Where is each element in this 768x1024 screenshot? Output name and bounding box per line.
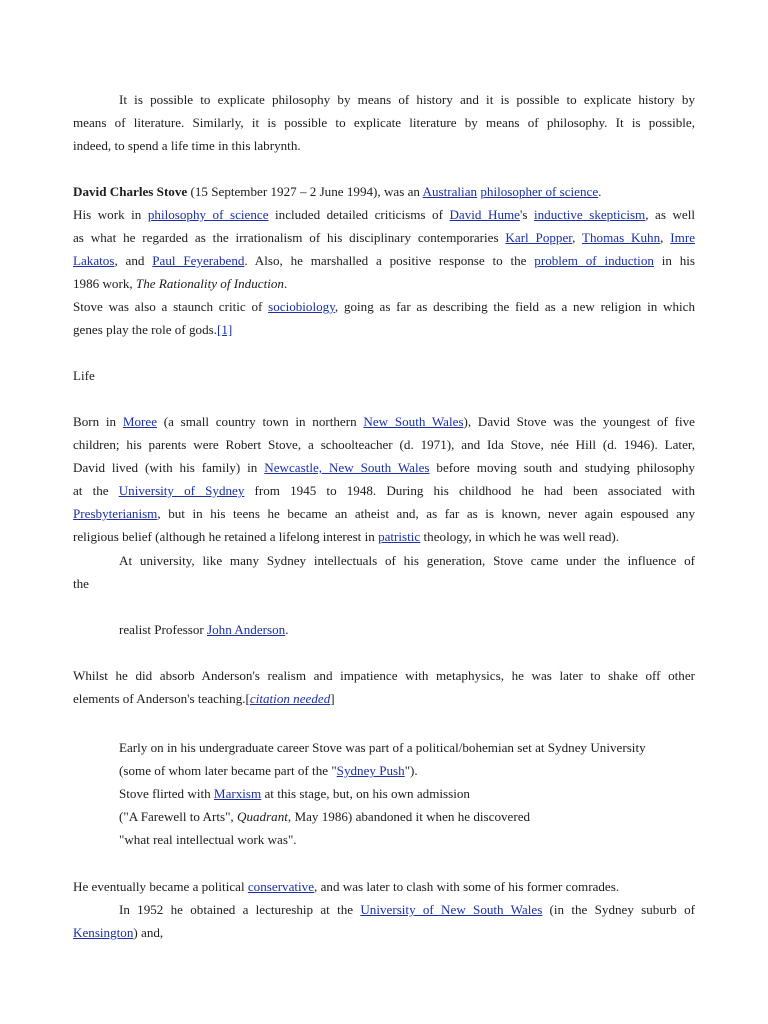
quote-line-3: Stove flirted with Marxism at this stage, but, on his own admission [119,786,470,801]
link-karl-popper[interactable]: Karl Popper [505,230,573,245]
link-conservative[interactable]: conservative [247,879,315,894]
life-p3-line-1: realist Professor John Anderson. [119,622,289,637]
bio-line-3: as what he regarded as the irrationalism of his disciplinary contemporaries Karl Popper, Thomas Kuhn, Imre [73,230,695,245]
life-p1-line-3: David lived (with his family) in Newcastle, New South Wales before moving south and studying philosophy [73,460,695,475]
life-p2-line-1: At university, like many Sydney intellectuals of his generation, Stove came under the influence of [119,553,695,568]
life-p1-line-6: religious belief (although he retained a lifelong interest in patristic theology, in which he was well read). [73,529,620,544]
bio-line-7: genes play the role of gods.[1] [73,322,233,337]
life-p2-line-2: the [73,576,89,591]
intro-line-3: indeed, to spend a life time in this labrynth. [73,138,301,153]
life-p4-line-2: elements of Anderson's teaching.[citation needed] [73,691,335,706]
link-lakatos[interactable]: Lakatos [73,253,115,268]
life-p1-line-5: Presbyterianism, but in his teens he became an atheist and, as far as is known, never again espoused any [73,506,695,521]
intro-line-1: It is possible to explicate philosophy by means of history and it is possible to explicate history by [119,92,695,107]
link-new-south-wales[interactable]: New South Wales [363,414,464,429]
quote-line-1: Early on in his undergraduate career Stove was part of a political/bohemian set at Sydney University [119,740,646,755]
link-paul-feyerabend[interactable]: Paul Feyerabend [152,253,245,268]
life-p4-line-1: Whilst he did absorb Anderson's realism and impatience with metaphysics, he was later to shake off other [73,668,695,683]
magazine-title: Quadrant [236,809,288,824]
bio-line-2: His work in philosophy of science included detailed criticisms of David Hume's inductive skepticism, as well [73,207,695,222]
life-p6-line-1: In 1952 he obtained a lectureship at the University of New South Wales (in the Sydney suburb of [119,902,695,917]
book-title: The Rationality of Induction [135,276,284,291]
bio-line-4: Lakatos, and Paul Feyerabend. Also, he marshalled a positive response to the problem of induction in his [73,253,695,268]
link-philosopher-of-science[interactable]: philosopher of science [480,184,599,199]
link-australian[interactable]: Australian [422,184,478,199]
link-problem-of-induction[interactable]: problem of induction [534,253,654,268]
life-p1-line-4: at the University of Sydney from 1945 to 1948. During his childhood he had been associated with [73,483,695,498]
quote-line-4: ("A Farewell to Arts", Quadrant, May 1986) abandoned it when he discovered [119,809,531,824]
quote-line-5: "what real intellectual work was". [119,832,297,847]
link-david-hume[interactable]: David Hume [449,207,520,222]
link-newcastle[interactable]: Newcastle, New South Wales [264,460,430,475]
link-moree[interactable]: Moree [122,414,158,429]
bio-line-5: 1986 work, The Rationality of Induction. [73,276,288,291]
link-thomas-kuhn[interactable]: Thomas Kuhn [582,230,661,245]
link-citation-needed[interactable]: citation needed [249,691,331,706]
link-presbyterianism[interactable]: Presbyterianism [73,506,158,521]
link-reference-1[interactable]: [1] [217,322,233,337]
life-p5-line-1: He eventually became a political conservative, and was later to clash with some of his former comrades. [73,879,620,894]
bio-line-1: David Charles Stove (15 September 1927 – 2 June 1994), was an Australian philosopher of science. [73,184,602,199]
link-sociobiology[interactable]: sociobiology [268,299,335,314]
link-kensington[interactable]: Kensington [73,925,134,940]
link-patristic[interactable]: patristic [378,529,421,544]
section-heading-life: Life [73,368,95,383]
quote-line-2: (some of whom later became part of the "Sydney Push"). [119,763,418,778]
link-inductive-skepticism[interactable]: inductive skepticism [533,207,646,222]
link-john-anderson[interactable]: John Anderson [207,622,286,637]
link-university-of-sydney[interactable]: University of Sydney [118,483,245,498]
subject-name: David Charles Stove [73,184,188,199]
life-p6-line-2: Kensington) and, [73,925,164,940]
link-philosophy-of-science[interactable]: philosophy of science [147,207,269,222]
life-p1-line-1: Born in Moree (a small country town in northern New South Wales), David Stove was the youngest of five [73,414,695,429]
life-p1-line-2: children; his parents were Robert Stove, a schoolteacher (d. 1971), and Ida Stove, née Hill (d. 1946). Later, [73,437,695,452]
link-imre-lakatos[interactable]: Imre [670,230,695,245]
link-marxism[interactable]: Marxism [213,786,262,801]
link-university-of-new-south-wales[interactable]: University of New South Wales [360,902,543,917]
link-sydney-push[interactable]: Sydney Push [336,763,405,778]
bio-line-6: Stove was also a staunch critic of sociobiology, going as far as describing the field as a new religion in which [73,299,695,314]
intro-line-2: means of literature. Similarly, it is possible to explicate literature by means of philosophy. It is possible, [73,115,695,130]
